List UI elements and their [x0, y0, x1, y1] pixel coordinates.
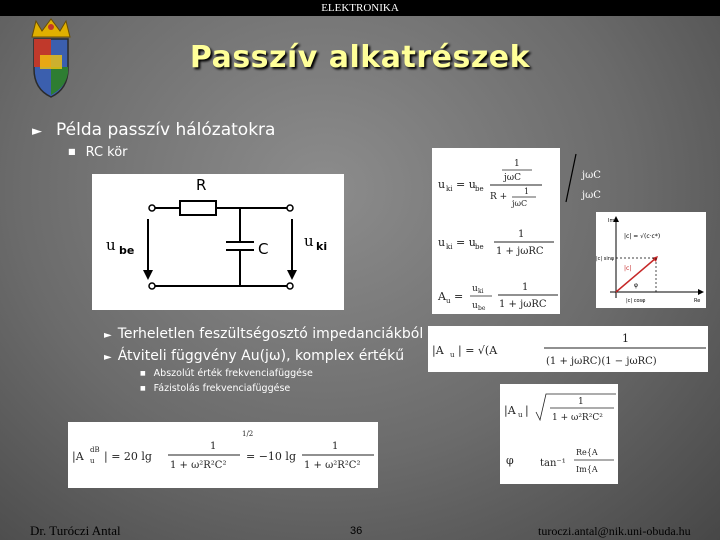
db-exp: 1/2	[242, 430, 254, 438]
footer-author: Dr. Turóczi Antal	[30, 523, 121, 538]
main-bullet	[32, 120, 275, 140]
phasor-c-mark: |c|	[624, 265, 632, 272]
header-bar	[0, 0, 720, 16]
bullet-square-icon: ■	[140, 385, 146, 392]
eq2-num: 1	[518, 229, 525, 240]
db-num2: 1	[332, 441, 339, 452]
sub-bullet-abs-text: Abszolút érték frekvenciafüggése	[153, 368, 313, 379]
eq1-left: u	[438, 178, 446, 191]
phasor-c-formula: |c| = √(c·c*)	[624, 233, 661, 240]
u-be-label: u	[106, 236, 116, 254]
abs-phase-formula	[500, 384, 618, 484]
sub-bullet-phase	[140, 383, 290, 394]
eq3-den-sub: be	[478, 305, 486, 312]
eq1-frac-den2: jωC	[512, 199, 528, 208]
jwc-text-1: jωC	[582, 170, 601, 181]
jwc-fragment	[562, 150, 620, 212]
bullet-unloaded-divider	[104, 326, 423, 342]
db-formula	[68, 422, 378, 488]
sub-bullet-abs	[140, 368, 313, 379]
abs-value-panel	[428, 326, 708, 372]
bullet-square-icon: ■	[68, 147, 76, 156]
abs-den: (1 + jωRC)(1 − jωRC)	[546, 356, 657, 367]
eq2-rhs: = u	[456, 236, 476, 249]
abs-num: 1	[622, 332, 629, 345]
rc-circuit-diagram	[92, 174, 344, 310]
phi-num: Re{A	[576, 448, 598, 457]
phasor-phi-mark: φ	[634, 282, 638, 289]
jwc-text-2: jωC	[582, 190, 601, 201]
bullet-arrow-icon: ►	[32, 124, 42, 139]
sub-bullet-phase-text: Fázistolás frekvenciafüggése	[153, 383, 291, 394]
sub-bullet	[68, 145, 128, 160]
phi-den: Im{A	[576, 465, 598, 474]
header-text: ELEKTRONIKA	[321, 2, 399, 14]
bullet-unloaded-divider-text: Terheletlen feszültségosztó impedanciákból	[117, 326, 424, 342]
eq3-den2: 1 + jωRC	[499, 299, 547, 310]
transfer-equations	[432, 148, 560, 314]
abs-sub: u	[450, 351, 455, 359]
eq3-num: u	[472, 284, 478, 294]
abs-value-formula	[428, 326, 708, 372]
u-ki-label: u	[304, 232, 314, 250]
abs2-num: 1	[578, 397, 584, 407]
phasor-y-label: Im	[608, 218, 615, 224]
bullet-transfer-function-text: Átviteli függvény Au(jω), komplex értékű	[117, 348, 405, 364]
slide-title: Passzív alkatrészek	[189, 40, 531, 75]
eq2-den: 1 + jωRC	[496, 246, 544, 257]
rc-circuit-panel	[92, 174, 344, 310]
eq1-rhs-sub: be	[475, 185, 484, 193]
db-den: 1 + ω²R²C²	[170, 460, 227, 471]
bullet-arrow-icon: ►	[104, 330, 112, 341]
abs2-den: 1 + ω²R²C²	[552, 413, 603, 423]
footer-page-number: 36	[350, 525, 363, 537]
db-left: |A	[72, 450, 84, 463]
bullet-square-icon: ■	[140, 370, 146, 377]
eq2-sub: ki	[446, 243, 453, 251]
eq3-sub: u	[446, 297, 451, 305]
db-eq: | = 20 lg	[104, 450, 152, 463]
eq3-left: A	[438, 290, 446, 303]
db-formula-panel	[68, 422, 378, 488]
abs-phase-panel	[500, 384, 618, 484]
phasor-sin-label: |c| sinφ	[596, 256, 615, 262]
abs-left: |A	[432, 344, 444, 357]
eq1-frac-num1: 1	[514, 159, 520, 169]
phasor-cos-label: |c| cosφ	[626, 298, 646, 304]
abs2-left: |A	[504, 404, 516, 417]
db-sub: u	[90, 457, 95, 465]
eq1-frac-r: R +	[490, 192, 508, 202]
eq3-num2: 1	[522, 282, 529, 293]
footer-email: turoczi.antal@nik.uni-obuda.hu	[538, 524, 691, 538]
phi-symbol: φ	[506, 454, 514, 467]
eq1-rhs: = u	[456, 178, 476, 191]
sub-bullet-text: RC kör	[85, 145, 128, 160]
abs2-right: |	[525, 404, 529, 417]
phi-eq: tan⁻¹	[540, 458, 566, 469]
main-bullet-text: Példa passzív hálózatokra	[56, 120, 276, 140]
r-label: R	[196, 176, 207, 194]
eq1-frac-den1: jωC	[504, 173, 522, 183]
db-den2: 1 + ω²R²C²	[304, 460, 361, 471]
eq3-num-sub: ki	[478, 288, 484, 295]
phasor-x-label: Re	[694, 298, 701, 304]
eq3-eq: =	[454, 290, 464, 303]
c-label: C	[258, 240, 269, 258]
phasor-diagram	[596, 212, 706, 308]
eq2-rhs-sub: be	[475, 243, 484, 251]
abs2-sub: u	[518, 411, 523, 419]
db-sup: dB	[90, 446, 100, 454]
eq3-den: u	[472, 301, 478, 311]
bullet-transfer-function	[104, 348, 404, 364]
u-ki-sub: ki	[316, 240, 328, 253]
eq1-frac-num2: 1	[524, 187, 530, 196]
abs-eq: | = √(A	[458, 344, 498, 357]
db-num: 1	[210, 441, 217, 452]
eq2-left: u	[438, 236, 446, 249]
transfer-equations-panel	[432, 148, 560, 314]
phasor-diagram-panel	[596, 212, 706, 308]
u-be-sub: be	[119, 244, 135, 257]
db-mid: = −10 lg	[246, 450, 296, 463]
bullet-arrow-icon: ►	[104, 352, 112, 363]
eq1-sub: ki	[446, 185, 453, 193]
